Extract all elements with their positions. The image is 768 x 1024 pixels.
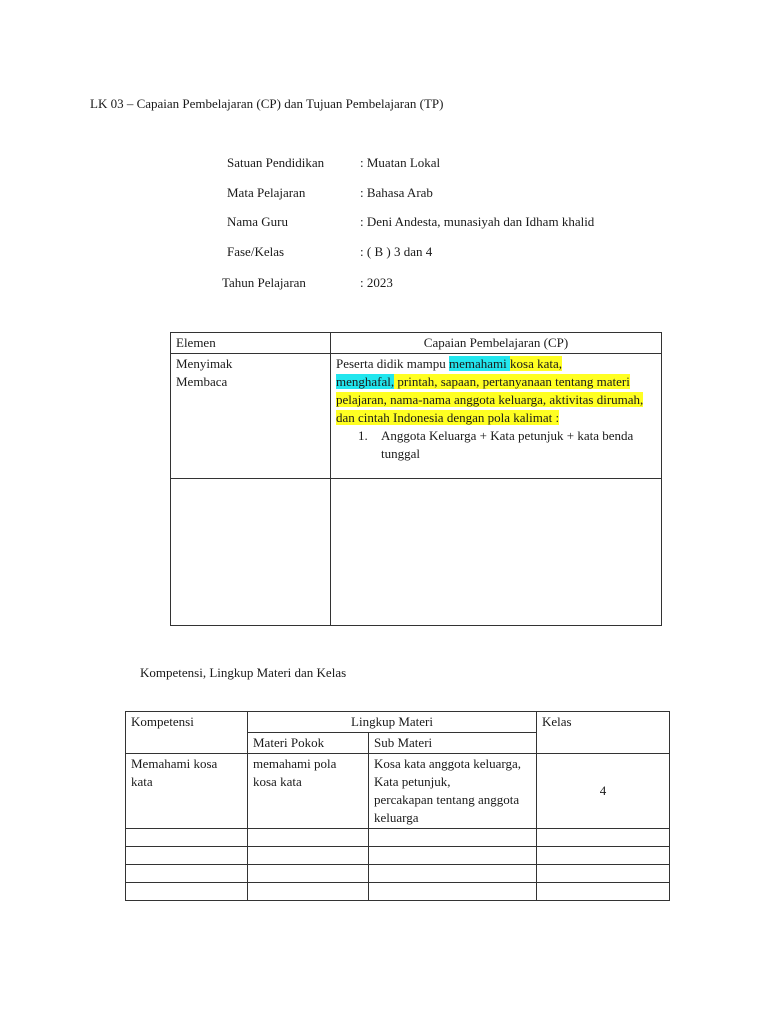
table-row: [126, 847, 670, 865]
element-membaca: Membaca: [176, 374, 228, 389]
empty-cell: [171, 479, 331, 626]
info-label-tahun: Tahun Pelajaran: [222, 275, 306, 290]
sub-materi-line: Kosa kata anggota keluarga,: [374, 756, 522, 771]
cp-highlight-memahami: memahami: [449, 356, 511, 371]
element-menyimak: Menyimak: [176, 356, 233, 371]
header-elemen: Elemen: [171, 333, 331, 354]
cell-sub-materi: [369, 754, 537, 829]
info-value-mapel: : Bahasa Arab: [360, 185, 433, 200]
table-row: [126, 754, 670, 829]
info-label-satuan: Satuan Pendidikan: [227, 155, 325, 170]
cp-table: [170, 332, 662, 626]
sub-materi-line: Kata petunjuk,: [374, 774, 451, 789]
element-cell: [171, 354, 331, 479]
cp-description: [336, 355, 656, 427]
header-lingkup-materi: Lingkup Materi: [248, 712, 537, 733]
table-row: [126, 865, 670, 883]
cp-table-row: [171, 354, 662, 479]
empty-cell: [331, 479, 662, 626]
info-value-fase: : ( B ) 3 dan 4: [360, 244, 433, 259]
table-row: [126, 829, 670, 847]
cell-kompetensi: Memahami kosa kata: [126, 754, 248, 829]
cp-list-number: 1.: [358, 428, 368, 443]
materi-header-row: [126, 712, 670, 733]
cp-highlight-menghafal: menghafal,: [336, 374, 395, 389]
cp-cell: [331, 354, 662, 479]
cp-highlight-rest: printah, sapaan, pertanyanaan tentang materi pelajaran, nama-nama anggota keluarga, aktivitas dirumah, dan cintah Indonesia dengan pola kalimat :: [336, 374, 644, 425]
materi-table: [125, 711, 670, 901]
cp-highlight-kosa-kata: kosa kata,: [510, 356, 563, 371]
info-value-tahun: : 2023: [360, 275, 393, 290]
info-label-mapel: Mata Pelajaran: [227, 185, 306, 200]
cp-table-empty-row: [171, 479, 662, 626]
info-label-guru: Nama Guru: [227, 214, 289, 229]
header-cp: Capaian Pembelajaran (CP): [331, 333, 662, 354]
cp-list-text: Anggota Keluarga + Kata petunjuk + kata benda tunggal: [381, 428, 634, 461]
header-materi-pokok: Materi Pokok: [248, 733, 369, 754]
info-value-satuan: : Muatan Lokal: [360, 155, 441, 170]
header-kompetensi: Kompetensi: [126, 712, 248, 754]
header-sub-materi: Sub Materi: [369, 733, 537, 754]
info-label-fase: Fase/Kelas: [227, 244, 285, 259]
cp-text-intro: Peserta didik mampu: [336, 356, 450, 371]
section-title: Kompetensi, Lingkup Materi dan Kelas: [140, 665, 347, 680]
document-title: LK 03 – Capaian Pembelajaran (CP) dan Tujuan Pembelajaran (TP): [90, 96, 444, 111]
cp-list: [336, 427, 656, 463]
cell-materi-pokok: memahami pola kosa kata: [248, 754, 369, 829]
cp-list-item: [336, 427, 656, 463]
table-row: [126, 883, 670, 901]
sub-materi-line: percakapan tentang anggota keluarga: [374, 792, 520, 825]
cp-table-header-row: [171, 333, 662, 354]
header-kelas: Kelas: [537, 712, 670, 754]
cell-kelas: 4: [537, 754, 670, 829]
info-value-guru: : Deni Andesta, munasiyah dan Idham khalid: [360, 214, 595, 229]
